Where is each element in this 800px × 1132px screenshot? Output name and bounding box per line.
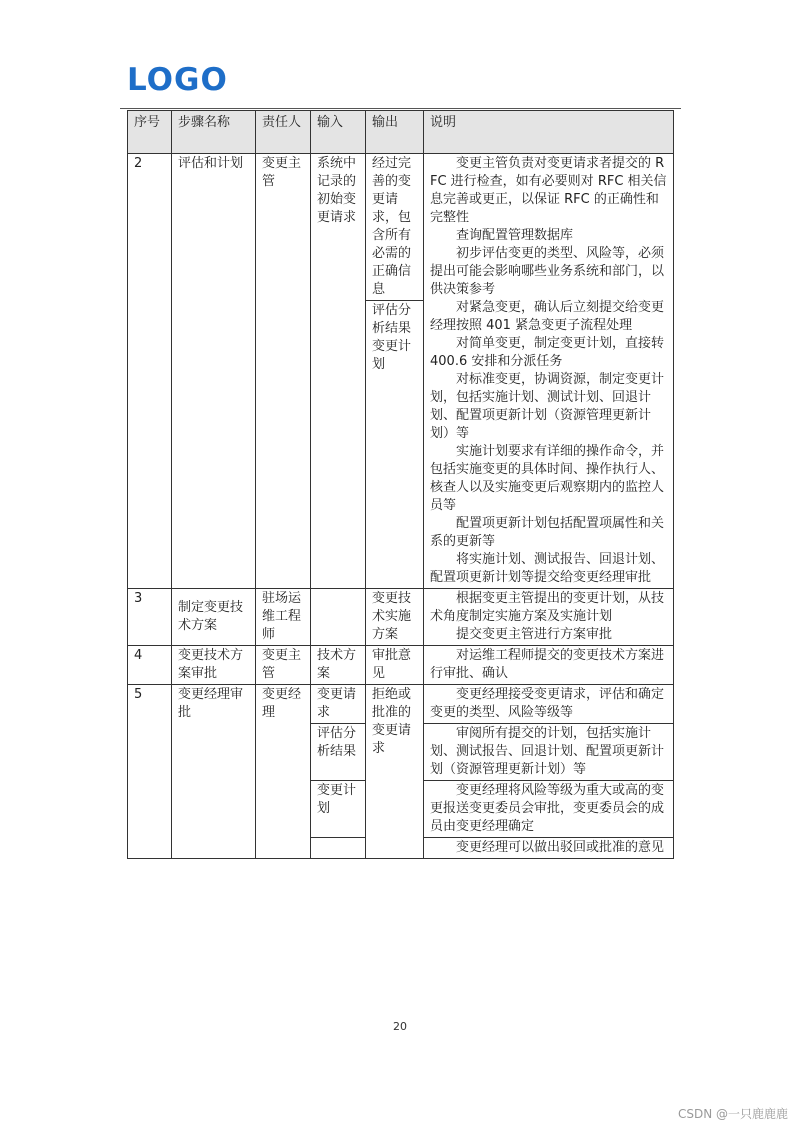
desc-line: 变更经理将风险等级为重大或高的变更报送变更委员会审批，变更委员会的成员由变更经理确定 [430, 783, 665, 834]
header-owner: 责任人 [256, 111, 311, 154]
table-row [128, 589, 674, 646]
header-desc: 说明 [424, 111, 674, 154]
row5-input-2: 评估分析结果 [311, 724, 366, 781]
desc-line: 对运维工程师提交的变更技术方案进行审批、确认 [430, 648, 665, 681]
row5-desc-4 [424, 838, 674, 859]
desc-line: 对标准变更，协调资源，制定变更计划，包括实施计划、测试计划、回退计划、配置项更新计划（资源管理更新计划）等 [430, 372, 665, 441]
desc-line: 对简单变更，制定变更计划，直接转 400.6 安排和分派任务 [430, 336, 665, 369]
row2-input: 系统中记录的初始变更请求 [311, 154, 366, 589]
row5-input-3: 变更计划 [311, 781, 366, 838]
header-rule [120, 108, 681, 109]
row2-desc [424, 154, 674, 589]
desc-line: 变更经理可以做出驳回或批准的意见 [456, 840, 665, 855]
row2-step: 评估和计划 [172, 154, 256, 589]
desc-line: 配置项更新计划包括配置项属性和关系的更新等 [430, 516, 665, 549]
row5-desc-1 [424, 685, 674, 724]
page-number: 20 [393, 1020, 407, 1033]
row3-desc [424, 589, 674, 646]
header-no: 序号 [128, 111, 172, 154]
row2-output-1: 经过完善的变更请求，包含所有必需的正确信息 [366, 154, 424, 301]
row4-input: 技术方案 [311, 646, 366, 685]
row4-desc [424, 646, 674, 685]
desc-line: 初步评估变更的类型、风险等，必须提出可能会影响哪些业务系统和部门，以供决策参考 [430, 246, 665, 297]
header-step: 步骤名称 [172, 111, 256, 154]
header-input: 输入 [311, 111, 366, 154]
row3-owner: 驻场运维工程师 [256, 589, 311, 646]
desc-line: 变更主管负责对变更请求者提交的 RFC 进行检查，如有必要则对 RFC 相关信息完善或更正，以保证 RFC 的正确性和完整性 [430, 156, 667, 225]
row4-step: 变更技术方案审批 [172, 646, 256, 685]
row5-desc-3 [424, 781, 674, 838]
table-row [128, 685, 674, 724]
row5-no: 5 [128, 685, 172, 859]
desc-line: 实施计划要求有详细的操作命令，并包括实施变更的具体时间、操作执行人、核查人以及实施变更后观察期内的监控人员等 [430, 444, 665, 513]
row5-output: 拒绝或批准的变更请求 [366, 685, 424, 859]
row5-desc-2 [424, 724, 674, 781]
row3-input [311, 589, 366, 646]
logo: LOGO [127, 62, 228, 98]
header-output: 输出 [366, 111, 424, 154]
desc-line: 变更经理接受变更请求，评估和确定变更的类型、风险等级等 [430, 687, 665, 720]
table-header-row [128, 111, 674, 154]
desc-line: 将实施计划、测试报告、回退计划、配置项更新计划等提交给变更经理审批 [430, 552, 665, 585]
row5-input-1: 变更请求 [311, 685, 366, 724]
row2-output-2: 评估分析结果变更计划 [366, 301, 424, 589]
desc-line: 根据变更主管提出的变更计划，从技术角度制定实施方案及实施计划 [430, 591, 665, 624]
row4-owner: 变更主管 [256, 646, 311, 685]
desc-line: 审阅所有提交的计划，包括实施计划、测试报告、回退计划、配置项更新计划（资源管理更新计划）等 [430, 726, 665, 777]
row2-owner: 变更主管 [256, 154, 311, 589]
table-row [128, 154, 674, 301]
watermark: CSDN @一只鹿鹿鹿 [677, 1107, 788, 1121]
table-row [128, 646, 674, 685]
desc-line: 对紧急变更，确认后立刻提交给变更经理按照 401 紧急变更子流程处理 [430, 300, 665, 333]
desc-line: 提交变更主管进行方案审批 [456, 627, 613, 642]
row3-step: 制定变更技术方案 [172, 589, 256, 646]
row5-input-4 [311, 838, 366, 859]
row4-output: 审批意见 [366, 646, 424, 685]
desc-line: 查询配置管理数据库 [456, 228, 574, 243]
row3-no: 3 [128, 589, 172, 646]
row5-step: 变更经理审批 [172, 685, 256, 859]
row2-no: 2 [128, 154, 172, 589]
row5-owner: 变更经理 [256, 685, 311, 859]
row3-output: 变更技术实施方案 [366, 589, 424, 646]
row4-no: 4 [128, 646, 172, 685]
process-table [127, 110, 674, 859]
